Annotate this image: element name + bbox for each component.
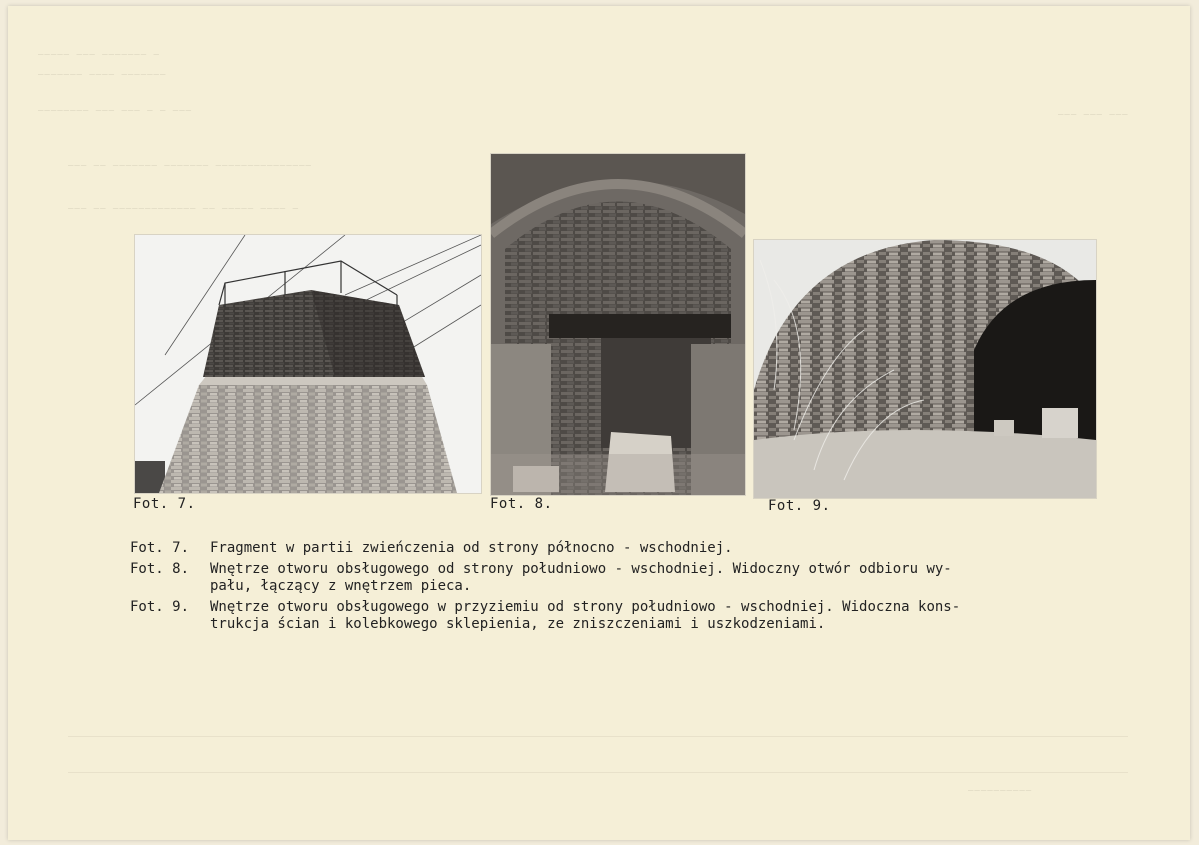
photo-8-image [491,154,745,495]
ghost-text: ———————— ——— ——— — — ——— [38,106,193,116]
caption-8-text: Wnętrze otworu obsługowego od strony południowo - wschodniej. Widoczny otwór odbioru wy- pału, łączący z wnętrzem pieca. [210,561,952,594]
photo-7 [134,234,482,494]
document-page [8,6,1190,840]
captions-block [130,540,1100,637]
faint-line [68,772,1128,773]
caption-9-number: Fot. 9. [130,599,190,615]
faint-line [68,736,1128,737]
caption-7-number: Fot. 7. [130,540,190,556]
caption-8-number: Fot. 8. [130,561,190,577]
photo-7-image [135,235,481,493]
photo-8 [490,153,746,496]
photo-9-label: Fot. 9. [768,498,831,514]
caption-9 [130,599,1100,633]
caption-8 [130,561,1100,595]
ghost-text: ——————— ———— ——————— [38,70,167,80]
photo-9 [753,239,1097,499]
photo-9-image [754,240,1096,498]
ghost-text: ——— —— ————————————— —— ————— ———— — [68,204,300,214]
ghost-text: ————— ——— ——————— — [38,50,160,60]
ghost-text: ——— ——— ——— [1058,110,1129,120]
caption-9-text: Wnętrze otworu obsługowego w przyziemiu od strony południowo - wschodniej. Widoczna kons- trukcja ścian i kolebkowego sklepienia, ze zniszczeniami i uszkodzeniami. [210,599,961,632]
caption-7 [130,540,1100,557]
photo-7-label: Fot. 7. [133,496,196,512]
photo-8-label: Fot. 8. [490,496,553,512]
ghost-text: —————————— [968,786,1033,796]
ghost-text: ——— —— ——————— ——————— ——————————————— [68,161,312,171]
caption-7-text: Fragment w partii zwieńczenia od strony północno - wschodniej. [210,540,733,556]
